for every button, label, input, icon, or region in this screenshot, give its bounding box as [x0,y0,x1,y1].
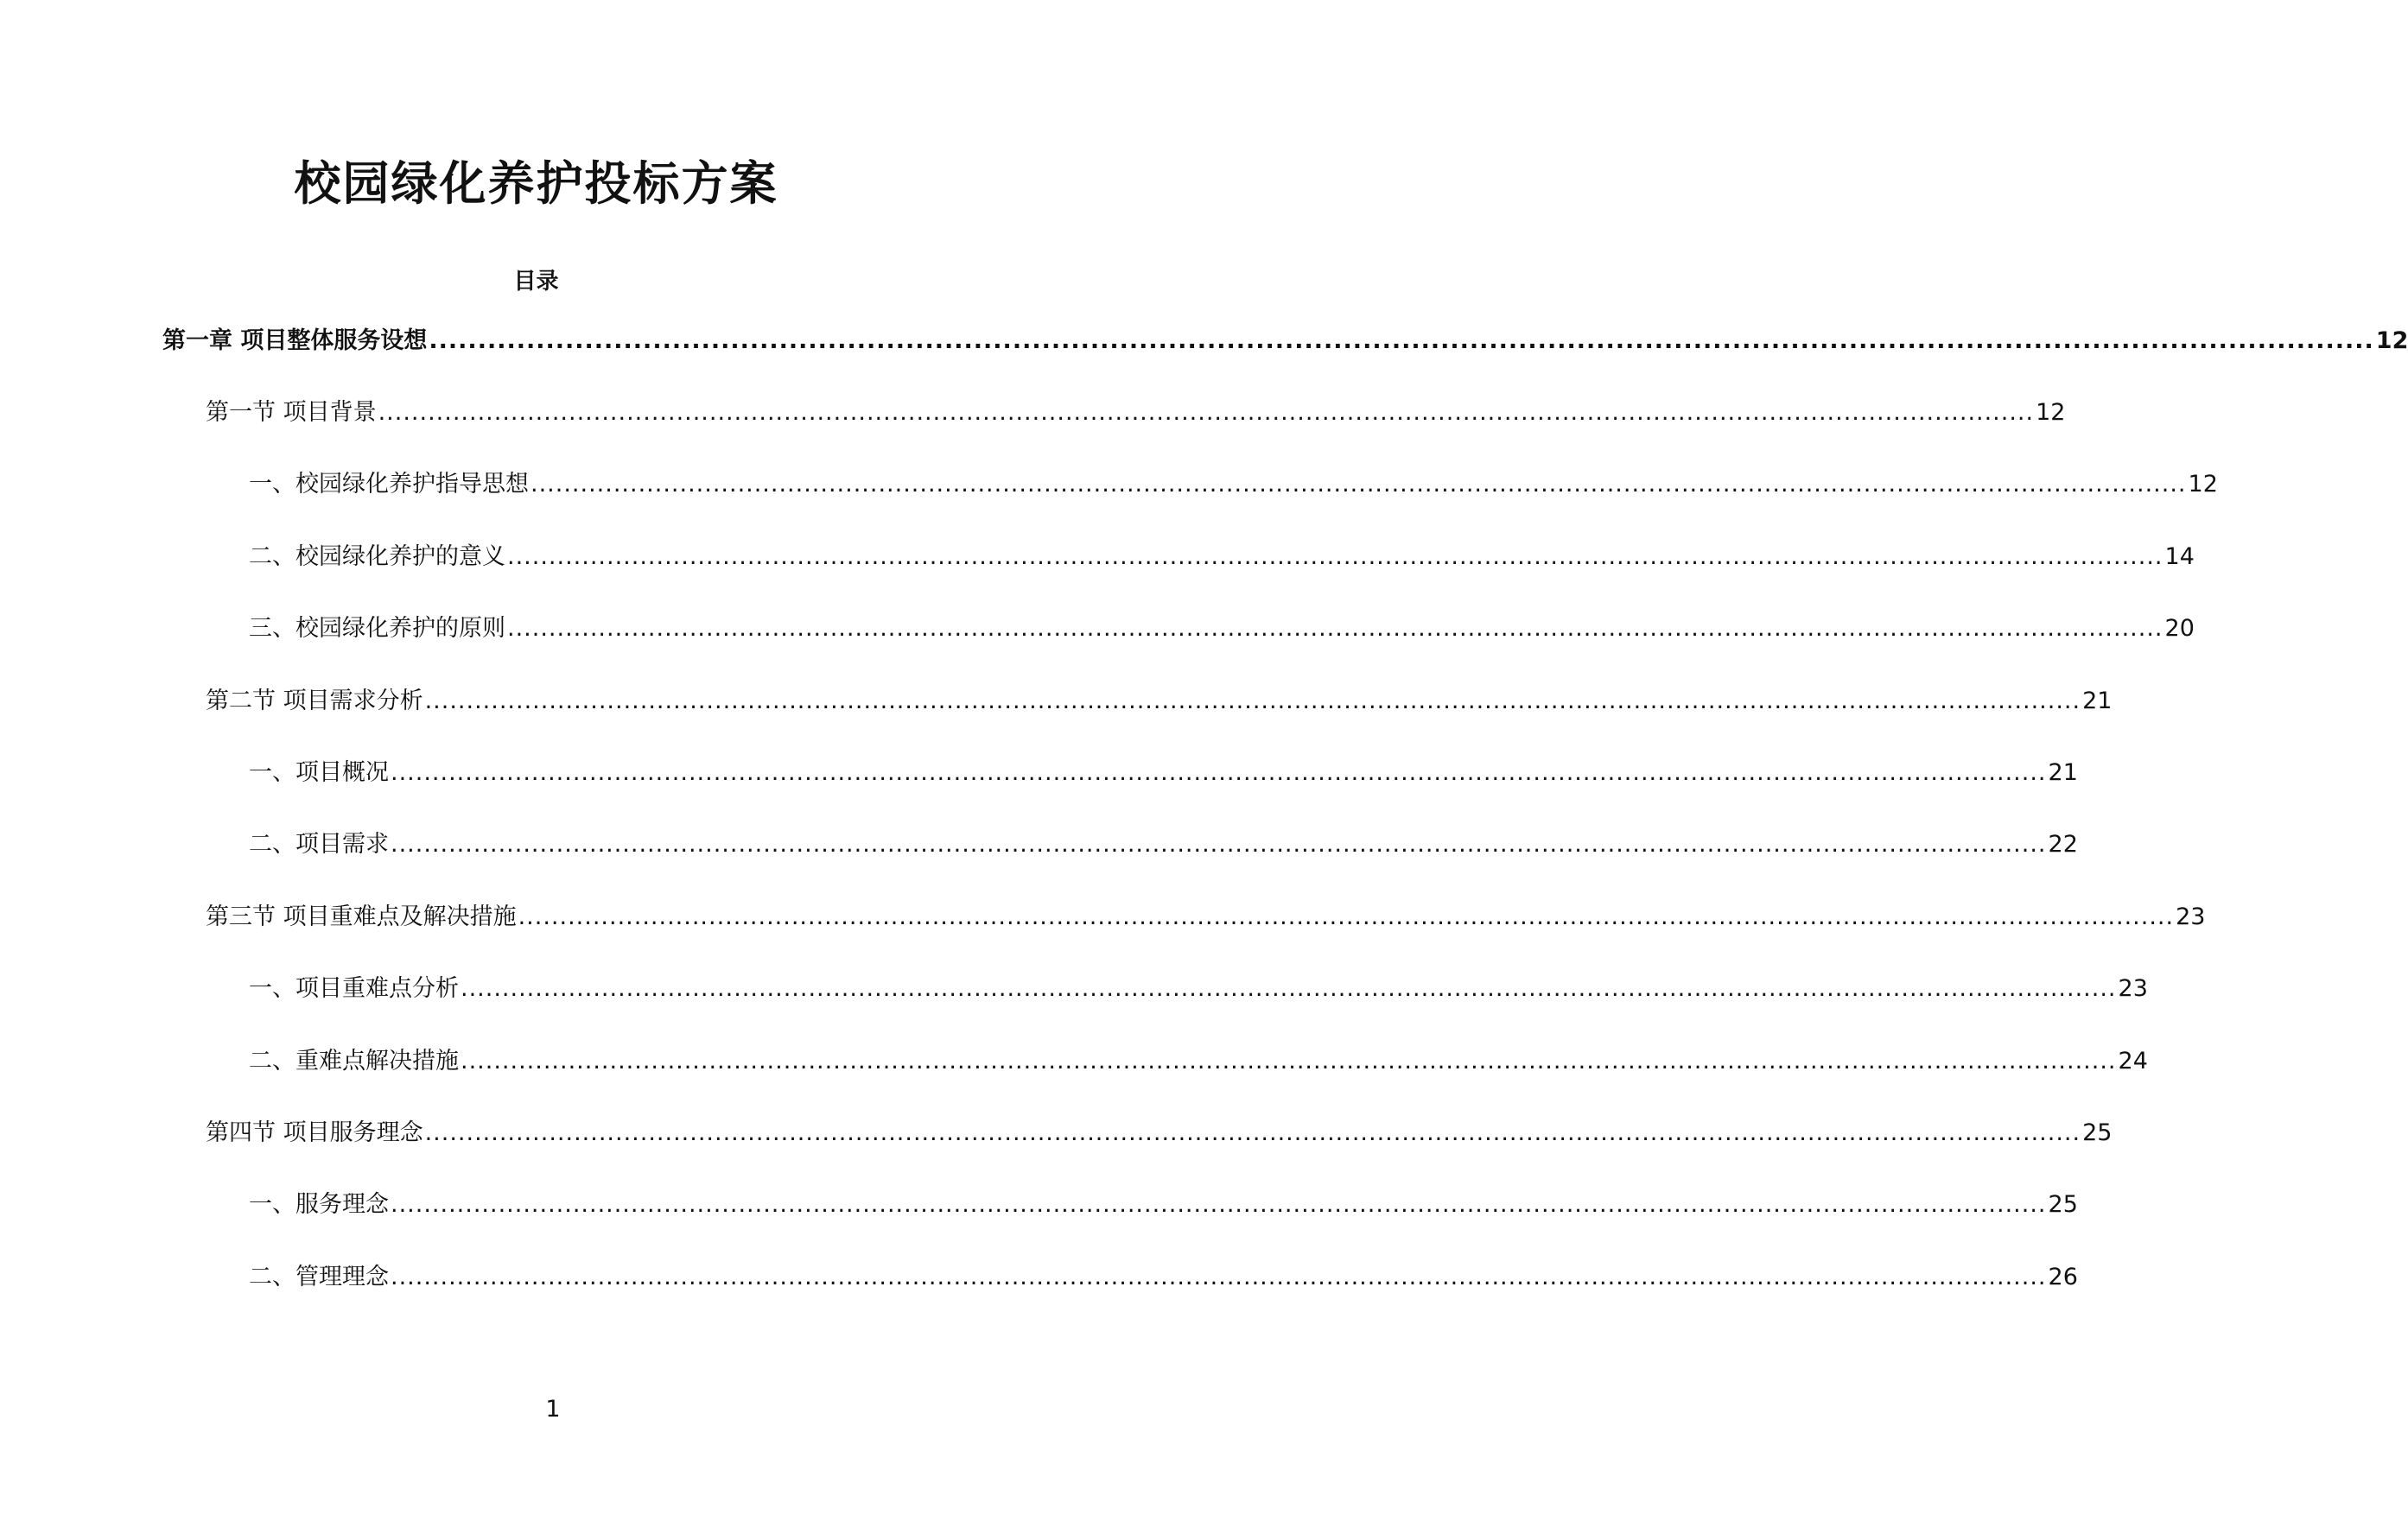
toc-entry-page: 12 [2036,399,2066,426]
document-title: 校园绿化养护投标方案 [294,156,778,211]
toc-entry-subsection[interactable] [249,1188,2078,1222]
toc-entry-label: 二、重难点解决措施 [249,1048,459,1074]
toc-entry-subsection[interactable] [249,827,2078,862]
toc-dot-leader: ........................................................................................................................................................................................................ [429,327,2374,354]
toc-entry-subsection[interactable] [249,1260,2078,1295]
toc-entry-subsection[interactable] [249,972,2148,1006]
toc-dot-leader: ........................................................................................................................................................................................................ [461,1048,2117,1074]
toc-entry-label: 二、管理理念 [249,1264,389,1290]
toc-entry-page: 21 [2048,759,2078,786]
toc-entry-label: 第一章 项目整体服务设想 [162,327,428,354]
toc-entry-label: 一、服务理念 [249,1191,389,1218]
toc-entry-page: 25 [2082,1119,2113,1146]
toc-entry-label: 一、校园绿化养护指导思想 [249,471,529,498]
toc-entry-label: 第一节 项目背景 [206,399,377,426]
toc-entry-label: 二、项目需求 [249,831,389,858]
toc-entry-label: 二、校园绿化养护的意义 [249,543,505,570]
toc-dot-leader: ........................................................................................................................................................................................................ [518,903,2175,930]
toc-entry-page: 23 [2176,903,2206,930]
toc-dot-leader: ........................................................................................................................................................................................................ [531,471,2187,498]
toc-dot-leader: ........................................................................................................................................................................................................ [391,831,2047,858]
toc-dot-leader: ........................................................................................................................................................................................................ [424,1119,2081,1146]
toc-entry-page: 21 [2082,688,2113,714]
toc-entry-section-3[interactable] [206,900,2206,935]
toc-entry-page: 20 [2164,615,2195,642]
toc-dot-leader: ........................................................................................................................................................................................................ [378,399,2035,426]
toc-dot-leader: ........................................................................................................................................................................................................ [391,759,2047,786]
toc-dot-leader: ........................................................................................................................................................................................................ [391,1191,2047,1218]
toc-entry-label: 一、项目概况 [249,759,389,786]
toc-entry-chapter-1[interactable] [162,324,2408,358]
toc-entry-label: 第三节 项目重难点及解决措施 [206,903,517,930]
toc-entry-subsection[interactable] [249,467,2218,502]
toc-dot-leader: ........................................................................................................................................................................................................ [507,615,2163,642]
toc-entry-section-1[interactable] [206,396,2066,430]
toc-entry-section-4[interactable] [206,1116,2113,1151]
toc-entry-label: 一、项目重难点分析 [249,975,459,1002]
toc-entry-label: 第二节 项目需求分析 [206,688,423,714]
toc-entry-subsection[interactable] [249,756,2078,790]
toc-entry-page: 25 [2048,1191,2078,1218]
toc-entry-page: 22 [2048,831,2078,858]
toc-entry-page: 12 [2188,471,2218,498]
toc-entry-subsection[interactable] [249,1044,2148,1079]
toc-entry-subsection[interactable] [249,540,2195,574]
toc-dot-leader: ........................................................................................................................................................................................................ [424,688,2081,714]
page-number: 1 [545,1396,561,1423]
toc-dot-leader: ........................................................................................................................................................................................................ [391,1264,2047,1290]
toc-entry-page: 14 [2164,543,2195,570]
toc-entry-page: 12 [2375,327,2408,354]
toc-heading: 目录 [513,269,559,295]
toc-entry-page: 23 [2118,975,2148,1002]
toc-entry-label: 第四节 项目服务理念 [206,1119,423,1146]
toc-dot-leader: ........................................................................................................................................................................................................ [507,543,2163,570]
toc-entry-section-2[interactable] [206,684,2113,719]
toc-entry-label: 三、校园绿化养护的原则 [249,615,505,642]
toc-entry-page: 26 [2048,1264,2078,1290]
toc-entry-subsection[interactable] [249,612,2195,646]
toc-dot-leader: ........................................................................................................................................................................................................ [461,975,2117,1002]
toc-entry-page: 24 [2118,1048,2148,1074]
